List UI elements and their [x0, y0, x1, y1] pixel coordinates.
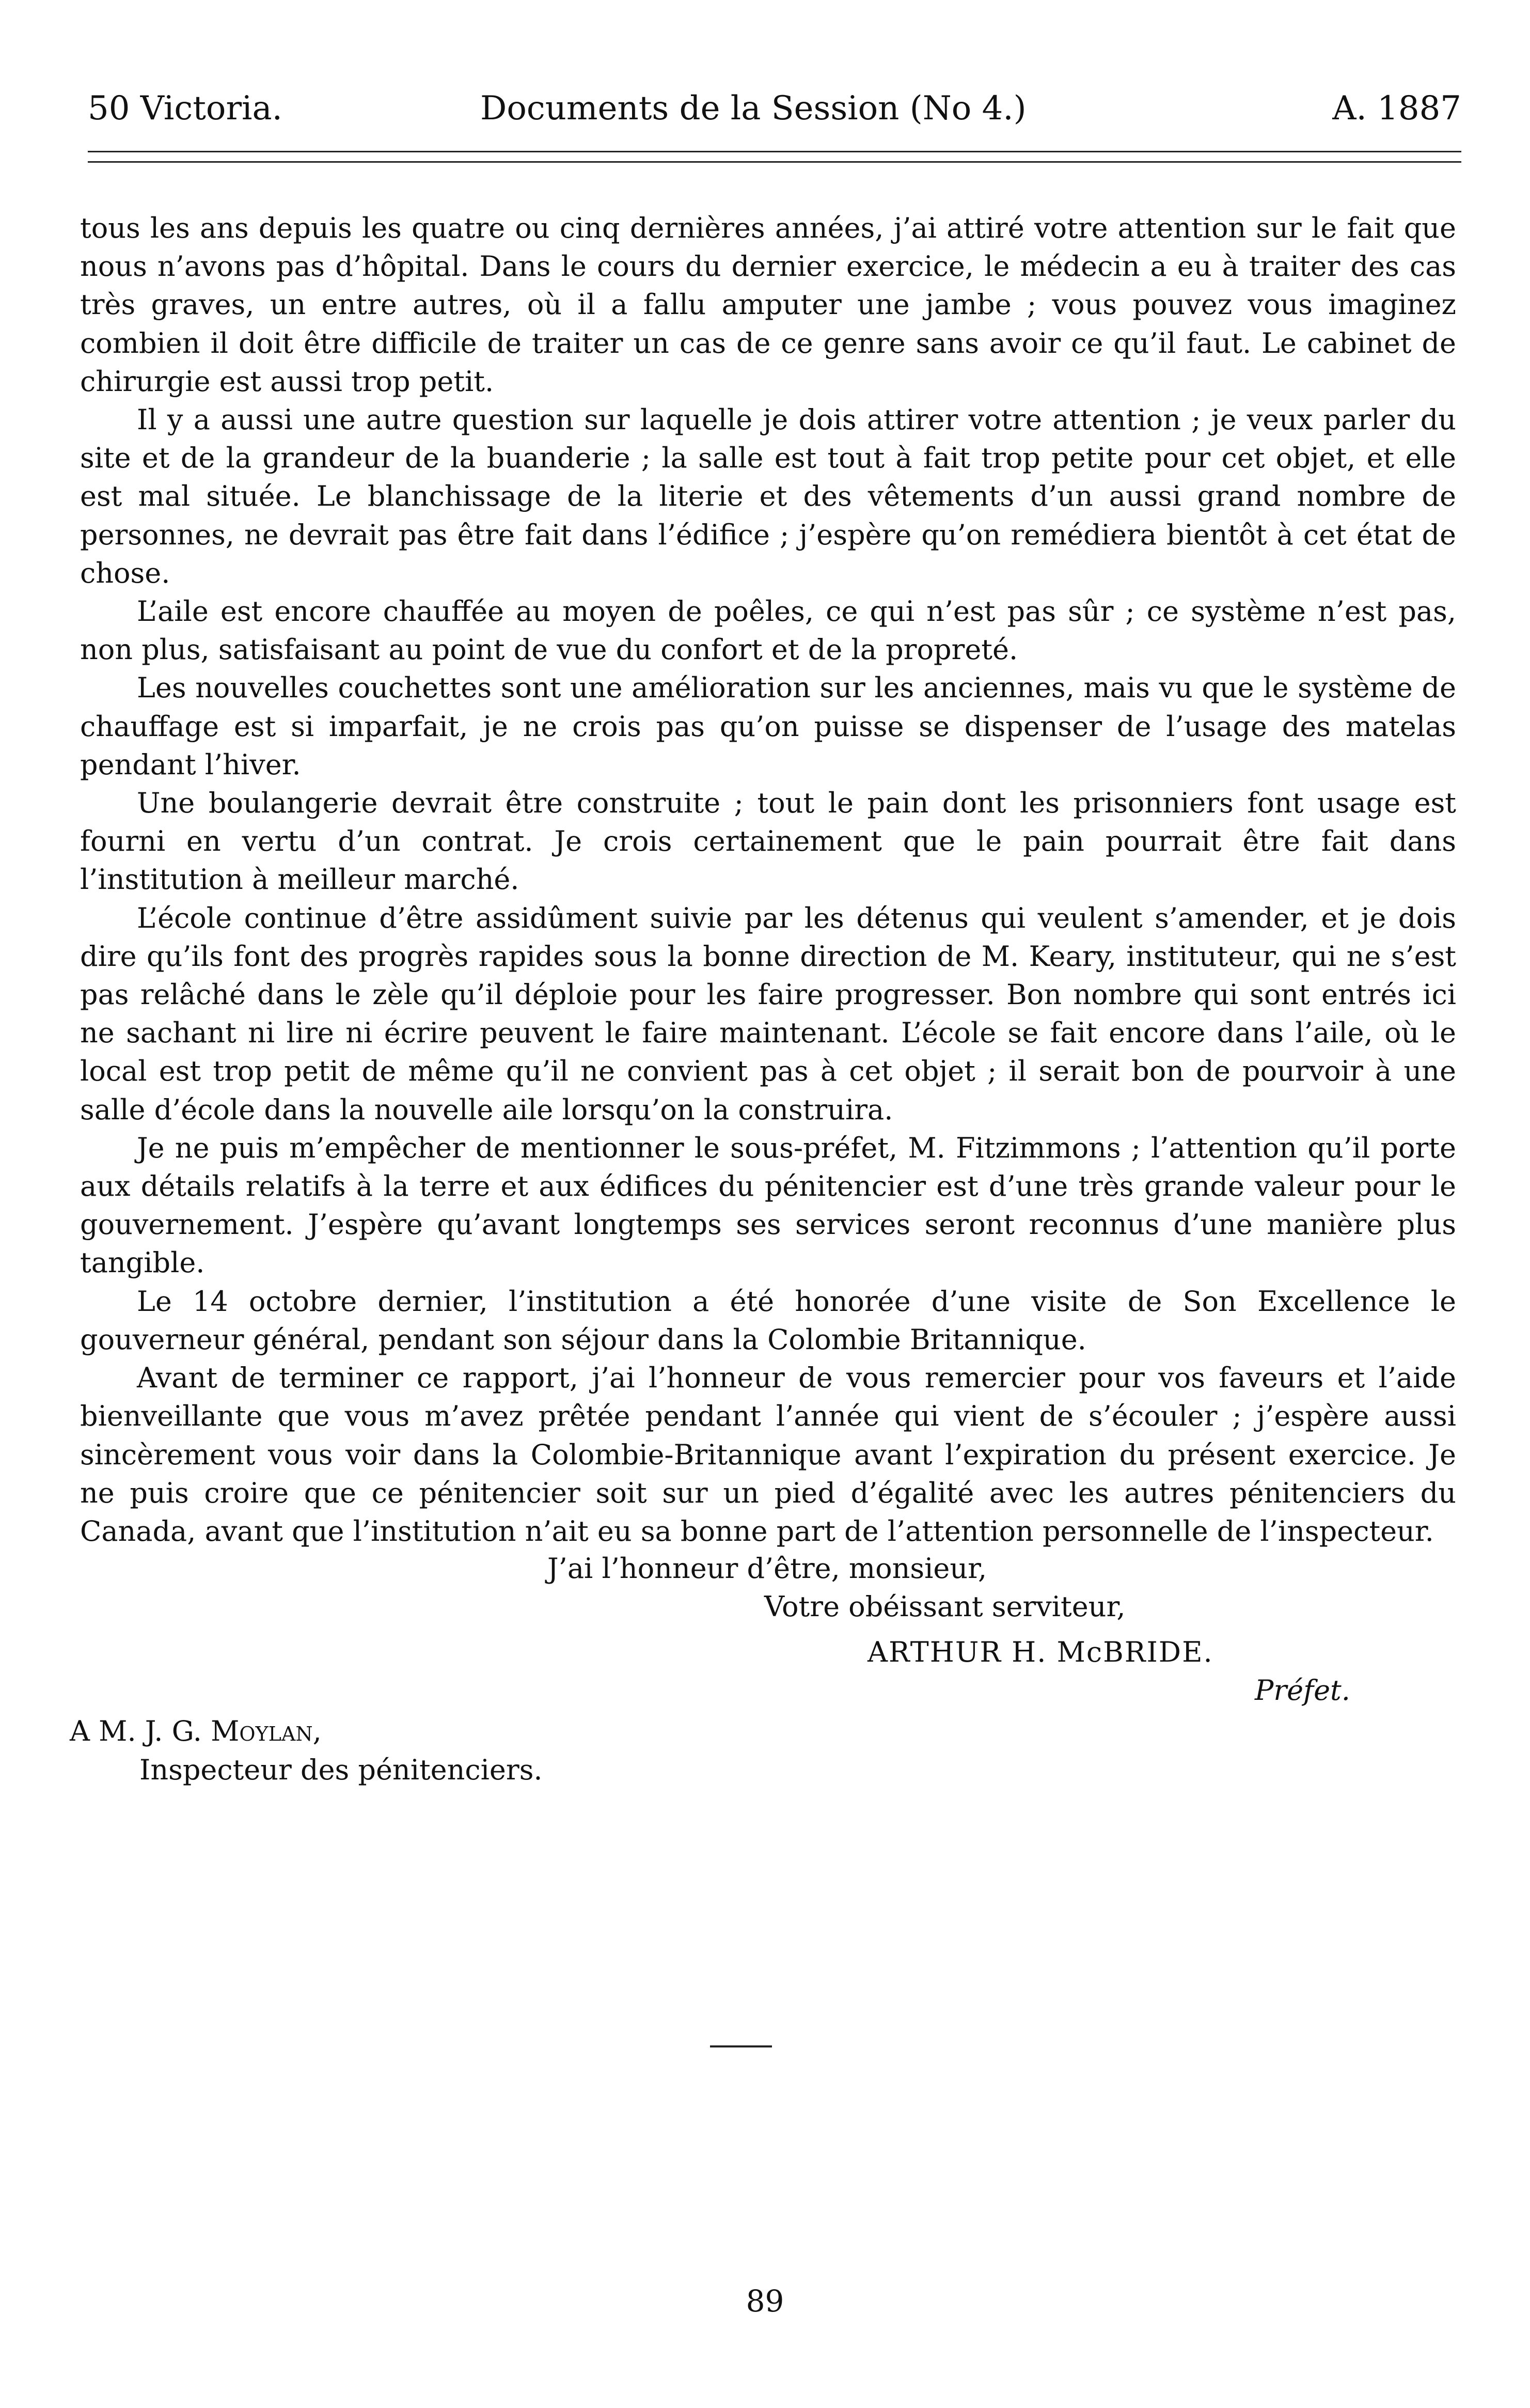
page-number: 89: [746, 2284, 784, 2319]
addressee-line: [70, 1712, 322, 1750]
addressee-role: Inspecteur des pénitenciers.: [139, 1754, 543, 1786]
paragraph-heating: L’aile est encore chauffée au moyen de poêles, ce qui n’est pas sûr ; ce système n’est pas, non plus, satisfaisant au point de vue du confort et de la propreté.: [80, 595, 1456, 666]
report-body: [80, 209, 1456, 1551]
header-year-reign: 50 Victoria.: [88, 89, 282, 128]
paragraph-governor-visit: Le 14 octobre dernier, l’institution a été honorée d’une visite de Son Excellence le gouverneur général, pendant son séjour dans la Colombie Britannique.: [80, 1285, 1456, 1356]
paragraph-deputy-warden: Je ne puis m’empêcher de mentionner le sous-préfet, M. Fitzimmons ; l’attention qu’il porte aux détails relatifs à la terre et aux édifices du pénitencier est d’une très grande valeur pour le gouvernement. J’espère qu’avant longtemps ses services seront reconnus d’une manière plus tangible.: [80, 1131, 1456, 1279]
header-year: A. 1887: [1332, 89, 1461, 128]
header-rule-top: [88, 151, 1461, 152]
running-header: [88, 88, 1461, 129]
addressee-name: Moylan,: [211, 1715, 322, 1747]
end-divider: [710, 2045, 772, 2047]
paragraph-conclusion: Avant de terminer ce rapport, j’ai l’honneur de vous remercier pour vos faveurs et l’aide bienveillante que vous m’avez prêtée pendant l’année qui vient de s’écouler ; j’espère aussi sincèrement vous voir dans la Colombie-Britannique avant l’expiration du présent exercice. Je ne puis croire que ce pénitencier soit sur un pied d’égalité avec les autres pénitenciers du Canada, avant que l’institution n’ait eu sa bonne part de l’attention personnelle de l’inspecteur.: [80, 1362, 1456, 1547]
closing-servant: Votre obéissant serviteur,: [764, 1590, 1126, 1623]
addressee-prefix: A M. J. G.: [70, 1715, 211, 1747]
closing-salutation: J’ai l’honneur d’être, monsieur,: [547, 1552, 987, 1585]
header-rule-bottom: [88, 161, 1461, 163]
signature-title: Préfet.: [1255, 1674, 1350, 1707]
header-document-title: Documents de la Session (No 4.): [480, 89, 1027, 128]
paragraph-beds: Les nouvelles couchettes sont une amélioration sur les anciennes, mais vu que le système de chauffage est si imparfait, je ne crois pas qu’on puisse se dispenser de l’usage des matelas pendant l’hiver.: [80, 671, 1456, 781]
paragraph-bakery: Une boulangerie devrait être construite ; tout le pain dont les prisonniers font usage est fourni en vertu d’un contrat. Je crois certainement que le pain pourrait être fait dans l’institution à meilleur marché.: [80, 787, 1456, 896]
paragraph-laundry: Il y a aussi une autre question sur laquelle je dois attirer votre attention ; je veux parler du site et de la grandeur de la buanderie ; la salle est tout à fait trop petite pour cet objet, et elle est mal située. Le blanchissage de la literie et des vêtements d’un aussi grand nombre de personnes, ne devrait pas être fait dans l’édifice ; j’espère qu’on remédiera bientôt à cet état de chose.: [80, 403, 1456, 589]
paragraph-school: L’école continue d’être assidûment suivie par les détenus qui veulent s’amender, et je dois dire qu’ils font des progrès rapides sous la bonne direction de M. Keary, instituteur, qui ne s’est pas relâché dans le zèle qu’il déploie pour les faire progresser. Bon nombre qui sont entrés ici ne sachant ni lire ni écrire peuvent le faire maintenant. L’école se fait encore dans l’aile, où le local est trop petit de même qu’il ne convient pas à cet objet ; il serait bon de pourvoir à une salle d’école dans la nouvelle aile lorsqu’on la construira.: [80, 901, 1456, 1126]
paragraph-hospital: tous les ans depuis les quatre ou cinq dernières années, j’ai attiré votre attention sur le fait que nous n’avons pas d’hôpital. Dans le cours du dernier exercice, le médecin a eu à traiter des cas très graves, un entre autres, où il a fallu amputer une jambe ; vous pouvez vous imaginez combien il doit être difficile de traiter un cas de ce genre sans avoir ce qu’il faut. Le cabinet de chirurgie est aussi trop petit.: [80, 212, 1456, 398]
signature-name: ARTHUR H. McBRIDE.: [867, 1636, 1213, 1668]
